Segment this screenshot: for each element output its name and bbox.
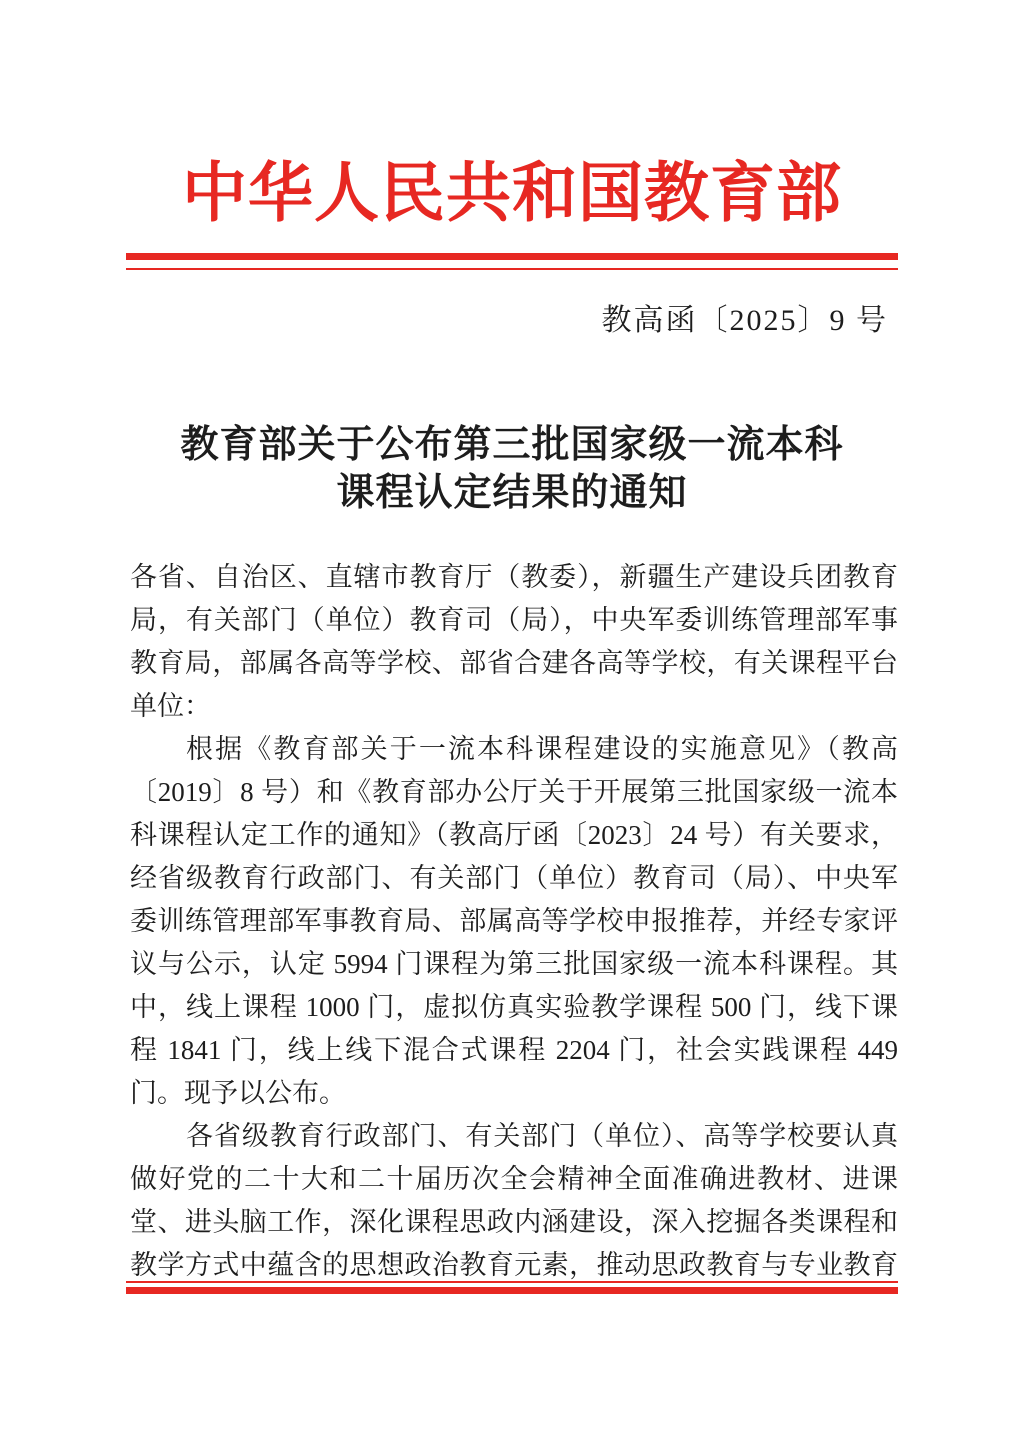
notice-title [0,421,1024,517]
notice-title-line-1: 教育部关于公布第三批国家级一流本科 [180,424,844,466]
body-line: 中，线上课程 1000 门，虚拟仿真实验教学课程 500 门，线下课 [130,992,898,1022]
header-rule-thick [126,253,898,260]
body-line: 各省、自治区、直辖市教育厅（教委），新疆生产建设兵团教育 [130,562,898,592]
body-line: 单位： [130,691,211,721]
body-line: 堂、进头脑工作，深化课程思政内涵建设，深入挖掘各类课程和 [130,1207,898,1237]
footer-rule-thin [126,1281,898,1283]
body-line: 程 1841 门，线上线下混合式课程 2204 门，社会实践课程 449 [130,1035,898,1065]
document-number: 教高函〔2025〕9 号 [601,304,888,337]
body-text [130,556,898,1287]
body-line: 经省级教育行政部门、有关部门（单位）教育司（局）、中央军 [130,863,898,893]
footer-rule-thick [126,1287,898,1294]
body-line: 〔2019〕8 号）和《教育部办公厅关于开展第三批国家级一流本 [130,777,898,807]
body-line: 局，有关部门（单位）教育司（局），中央军委训练管理部军事 [130,605,898,635]
notice-title-line-2: 课程认定结果的通知 [336,472,688,514]
body-line: 教育局，部属各高等学校、部省合建各高等学校，有关课程平台 [130,648,898,678]
header-rule-thin [126,268,898,270]
body-line: 委训练管理部军事教育局、部属高等学校申报推荐，并经专家评 [130,906,898,936]
footer-double-rule [126,1281,898,1294]
header-double-rule [126,253,898,270]
body-line: 各省级教育行政部门、有关部门（单位）、高等学校要认真 [186,1121,898,1151]
body-line: 根据《教育部关于一流本科课程建设的实施意见》（教高 [186,734,898,764]
body-line: 做好党的二十大和二十届历次全会精神全面准确进教材、进课 [130,1164,898,1194]
body-line: 门。现予以公布。 [130,1078,346,1108]
body-line: 教学方式中蕴含的思想政治教育元素，推动思政教育与专业教育 [130,1250,898,1280]
body-line: 科课程认定工作的通知》（教高厅函〔2023〕24 号）有关要求， [130,820,898,850]
body-line: 议与公示，认定 5994 门课程为第三批国家级一流本科课程。其 [130,949,898,979]
issuing-org-title: 中华人民共和国教育部 [181,158,842,230]
